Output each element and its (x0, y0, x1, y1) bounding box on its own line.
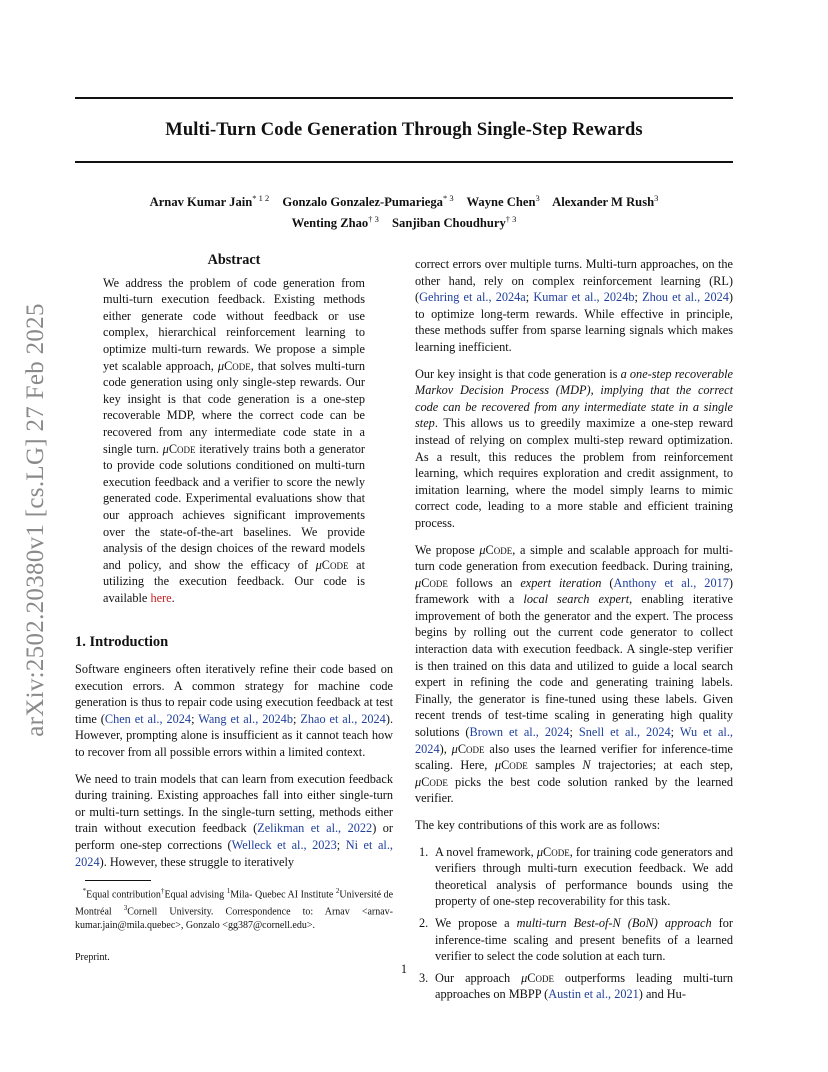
author-list (75, 190, 733, 232)
citation-link[interactable]: Zhou et al., 2024 (642, 290, 729, 305)
intro-paragraph: Software engineers often iteratively refine their code based on execution errors. A common strategy for machine code generation is thus to repair code using execution feedback at test time (Chen et al., 2024; Wang et al., 2024b; Zhao et al., 2024). However, prompting alone is insufficient as it cannot teach how to recover from all possible errors within a limited context. (75, 662, 394, 760)
author-name: Wayne Chen (466, 195, 536, 210)
contributions-list (415, 844, 733, 1003)
citation-link[interactable]: Chen et al., 2024 (104, 711, 192, 726)
citation-link[interactable]: Wu et al., 2024 (415, 725, 733, 756)
body-paragraph: We propose μCode, a simple and scalable approach for multi-turn code generation from execution feedback. During training, μCode follows an expert iteration (Anthony et al., 2017) framework with a local search expert, enabling iterative improvement of both the generator and the expert. The process begins by rolling out the current code generator to collect interaction data with execution feedback. A single-step verifier is then trained on this data and utilized to guide a local search expert in refining the code and generating training labels. Finally, the generator is fine-tuned using these labels. Given recent trends of test-time scaling in generating high quality solutions (Brown et al., 2024; Snell et al., 2024; Wu et al., 2024), μCode also uses the learned verifier for inference-time scaling. Here, μCode samples N trajectories; at each step, μCode picks the best code solution ranked by the learned verifier. (415, 542, 734, 806)
citation-link[interactable]: Austin et al., 2021 (548, 987, 639, 1002)
author-affiliation: 3 (535, 193, 540, 203)
author-name: Gonzalo Gonzalez-Pumariega (282, 195, 443, 210)
author-affiliation: * 1 2 (252, 193, 270, 203)
page-number: 1 (400, 962, 408, 976)
abstract-heading: Abstract (207, 252, 261, 268)
code-link[interactable]: here (150, 590, 172, 605)
author-affiliation: † 3 (368, 214, 379, 225)
author-name: Wenting Zhao (291, 216, 369, 231)
abstract-text: We address the problem of code generation from multi-turn execution feedback. Existing methods either generate code without feedback or use complex, hierarchical reinforcement learning to optimize multi-turn rewards. We propose a simple yet scalable approach, μCode, that solves multi-turn code generation using only single-step rewards. Our key insight is that code generation is a one-step recoverable MDP, where the correct code can be recovered from any intermediate code state in a single turn. μCode iteratively trains both a generator to provide code solutions conditioned on multi-turn execution feedback and a verifier to score the newly generated code. Experimental evaluations show that our approach achieves significant improvements over the state-of-the-art baselines. We provide analysis of the design choices of the reward models and policy, and show the efficacy of μCode at utilizing the execution feedback. Our code is available here. (103, 275, 365, 605)
author-name: Sanjiban Choudhury (392, 216, 506, 231)
preprint-label: Preprint. (75, 952, 110, 964)
left-column (75, 252, 393, 967)
citation-link[interactable]: Zelikman et al., 2022 (257, 821, 373, 836)
footnote: *Equal contribution†Equal advising $^1$Mila- Quebec AI Institute $^2$Université de Montréal $^3$Cornell University. Correspondence to: Arnav <arnav-kumar.jain@mila.quebec>, Gonzalo <gg387@cornell.edu>. (75, 887, 394, 931)
body-paragraph: The key contributions of this work are as follows: (415, 818, 661, 832)
citation-link[interactable]: Wang et al., 2024b (198, 711, 293, 726)
author-affiliation: * 3 (442, 193, 454, 203)
citation-link[interactable]: Anthony et al., 2017 (613, 575, 729, 590)
citation-link[interactable]: Snell et al., 2024 (578, 725, 671, 740)
list-item: 2. We propose a multi-turn Best-of-N (BoN) approach for inference-time scaling and present benefits of a learned verifier to select the code solution at each turn. (419, 915, 733, 964)
list-item: 1. A novel framework, μCode, for training code generators and verifiers through multi-turn execution feedback. We add theoretical analysis of performance bounds using the property of one-step recoverability for this task. (419, 844, 733, 909)
citation-link[interactable]: Brown et al., 2024 (469, 725, 570, 740)
section-heading-introduction: 1. Introduction (75, 634, 169, 651)
citation-link[interactable]: Ni et al., 2024 (75, 838, 393, 869)
author-name: Alexander M Rush (552, 195, 655, 210)
footnote-divider (85, 880, 151, 881)
citation-link[interactable]: Welleck et al., 2023 (231, 838, 337, 852)
paper-title: Multi-Turn Code Generation Through Single-Step Rewards (165, 120, 643, 140)
citation-link[interactable]: Zhao et al., 2024 (300, 711, 386, 726)
intro-paragraph: We need to train models that can learn from execution feedback during training. Existing approaches fall into either single-turn or multi-turn settings. In the single-turn setting, methods either train without execution feedback (Zelikman et al., 2022) or perform one-step corrections (Welleck et al., 2023; Ni et al., 2024). However, these struggle to iteratively (75, 771, 393, 869)
author-affiliation: 3 (654, 193, 659, 203)
author-name: Arnav Kumar Jain (149, 195, 253, 210)
right-column (415, 256, 733, 1008)
title-top-rule (75, 97, 733, 99)
citation-link[interactable]: Kumar et al., 2024b (533, 290, 635, 305)
arxiv-sidebar (0, 0, 60, 1072)
body-paragraph: Our key insight is that code generation is a one-step recoverable Markov Decision Process (MDP), implying that the correct code can be recovered from any intermediate state in a single step. This allows us to greedily maximize a one-step reward instead of relying on complex multi-step reward optimization. As a result, this reduces the problem from reinforcement learning, which requires exploration and credit assignment, to imitation learning, where the model simply learns to mimic correct code, leading to a more stable and efficient training process. (415, 366, 733, 530)
list-item: 3. Our approach μCode outperforms leading multi-turn approaches on MBPP (Austin et al., 2021) and Hu- (419, 970, 733, 1002)
author-affiliation: † 3 (505, 214, 517, 225)
body-paragraph: correct errors over multiple turns. Multi-turn approaches, on the other hand, rely on complex reinforcement learning (RL) (Gehring et al., 2024a; Kumar et al., 2024b; Zhou et al., 2024) to optimize long-term rewards. While effective in principle, these methods suffer from sparse learning signals which makes learning inefficient. (415, 257, 734, 354)
citation-link[interactable]: Gehring et al., 2024a (419, 290, 526, 305)
title-bottom-rule (75, 161, 733, 163)
arxiv-identifier: arXiv:2502.20380v1 [cs.LG] 27 Feb 2025 (22, 303, 49, 737)
